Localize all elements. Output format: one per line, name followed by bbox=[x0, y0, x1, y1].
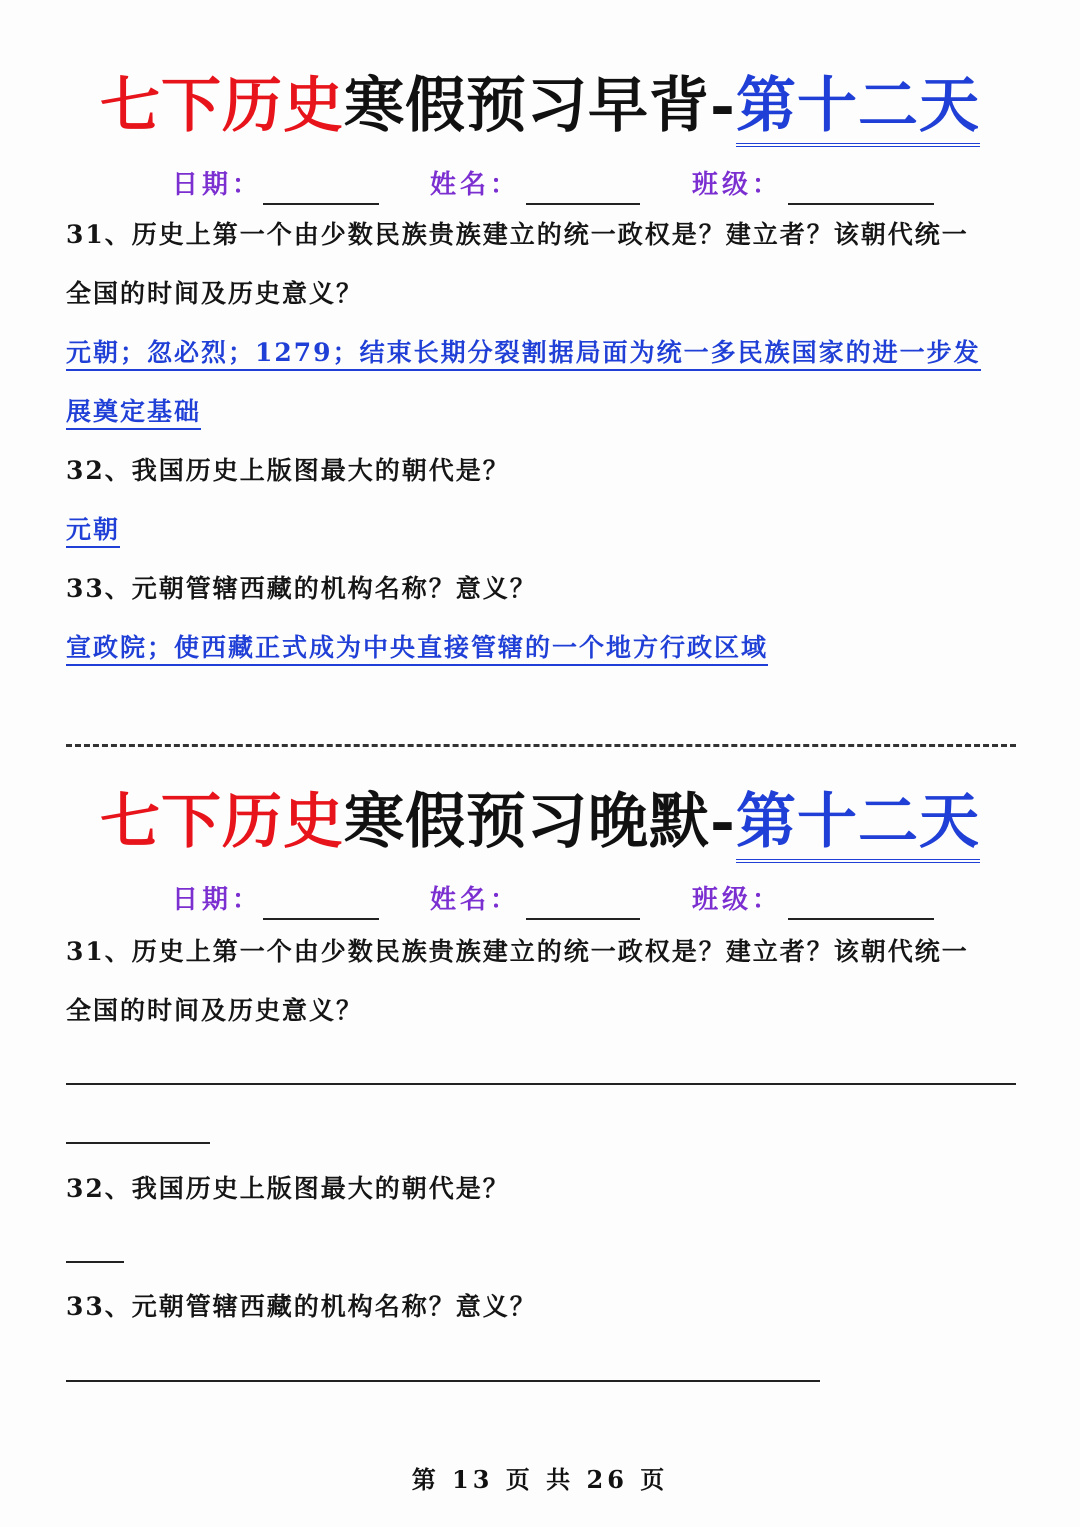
morning-title-black: 寒假预习早背- bbox=[344, 71, 736, 141]
section-divider bbox=[66, 744, 1016, 747]
morning-answer-31-line1 bbox=[66, 323, 1026, 382]
evening-title bbox=[0, 782, 1080, 862]
morning-question-31-line1: 31、历史上第一个由少数民族贵族建立的统一政权是？建立者？该朝代统一 bbox=[66, 220, 969, 249]
evening-title-blue: 第十二天 bbox=[736, 787, 980, 863]
morning-title-red: 七下历史 bbox=[100, 71, 345, 141]
page-number: 第 13 页 共 26 页 bbox=[411, 1465, 669, 1494]
evening-answer-31-line2[interactable] bbox=[66, 1142, 210, 1144]
evening-title-black: 寒假预习晚默- bbox=[344, 787, 736, 857]
evening-question-31-line1: 31、历史上第一个由少数民族贵族建立的统一政权是？建立者？该朝代统一 bbox=[66, 937, 969, 966]
morning-answer-33 bbox=[66, 618, 1026, 677]
morning-answer-31-line1-text: 元朝；忽必烈；1279；结束长期分裂割据局面为统一多民族国家的进一步发 bbox=[66, 338, 981, 371]
morning-question-32: 32、我国历史上版图最大的朝代是？ bbox=[66, 456, 510, 485]
morning-answer-32-text: 元朝 bbox=[66, 515, 120, 548]
evening-answer-31-line1[interactable] bbox=[66, 1083, 1016, 1085]
morning-question-33: 33、元朝管辖西藏的机构名称？意义？ bbox=[66, 574, 537, 603]
morning-info-row bbox=[0, 165, 1080, 209]
morning-name-label: 姓名： bbox=[430, 170, 521, 200]
evening-class-field[interactable] bbox=[788, 918, 934, 920]
evening-question-31-line2: 全国的时间及历史意义？ bbox=[66, 996, 364, 1025]
evening-class-label: 班级： bbox=[692, 885, 783, 915]
evening-question-32: 32、我国历史上版图最大的朝代是？ bbox=[66, 1174, 510, 1203]
evening-name-field[interactable] bbox=[526, 918, 640, 920]
evening-date-label: 日期： bbox=[172, 885, 263, 915]
morning-class-label: 班级： bbox=[692, 170, 783, 200]
morning-answer-31-line2-text: 展奠定基础 bbox=[66, 397, 201, 430]
evening-question-33: 33、元朝管辖西藏的机构名称？意义？ bbox=[66, 1292, 537, 1321]
evening-name-label: 姓名： bbox=[430, 885, 521, 915]
morning-question-31-line2: 全国的时间及历史意义？ bbox=[66, 279, 364, 308]
morning-answer-33-text: 宣政院；使西藏正式成为中央直接管辖的一个地方行政区域 bbox=[66, 633, 768, 666]
evening-date-field[interactable] bbox=[263, 918, 379, 920]
evening-answer-32-line[interactable] bbox=[66, 1261, 124, 1263]
morning-title bbox=[0, 66, 1080, 146]
evening-answer-33-line[interactable] bbox=[66, 1380, 820, 1382]
morning-title-blue: 第十二天 bbox=[736, 71, 980, 147]
morning-answer-31-line2 bbox=[66, 382, 1026, 441]
morning-date-label: 日期： bbox=[172, 170, 263, 200]
morning-answer-32 bbox=[66, 500, 1026, 559]
evening-title-red: 七下历史 bbox=[100, 787, 345, 857]
evening-info-row bbox=[0, 880, 1080, 924]
